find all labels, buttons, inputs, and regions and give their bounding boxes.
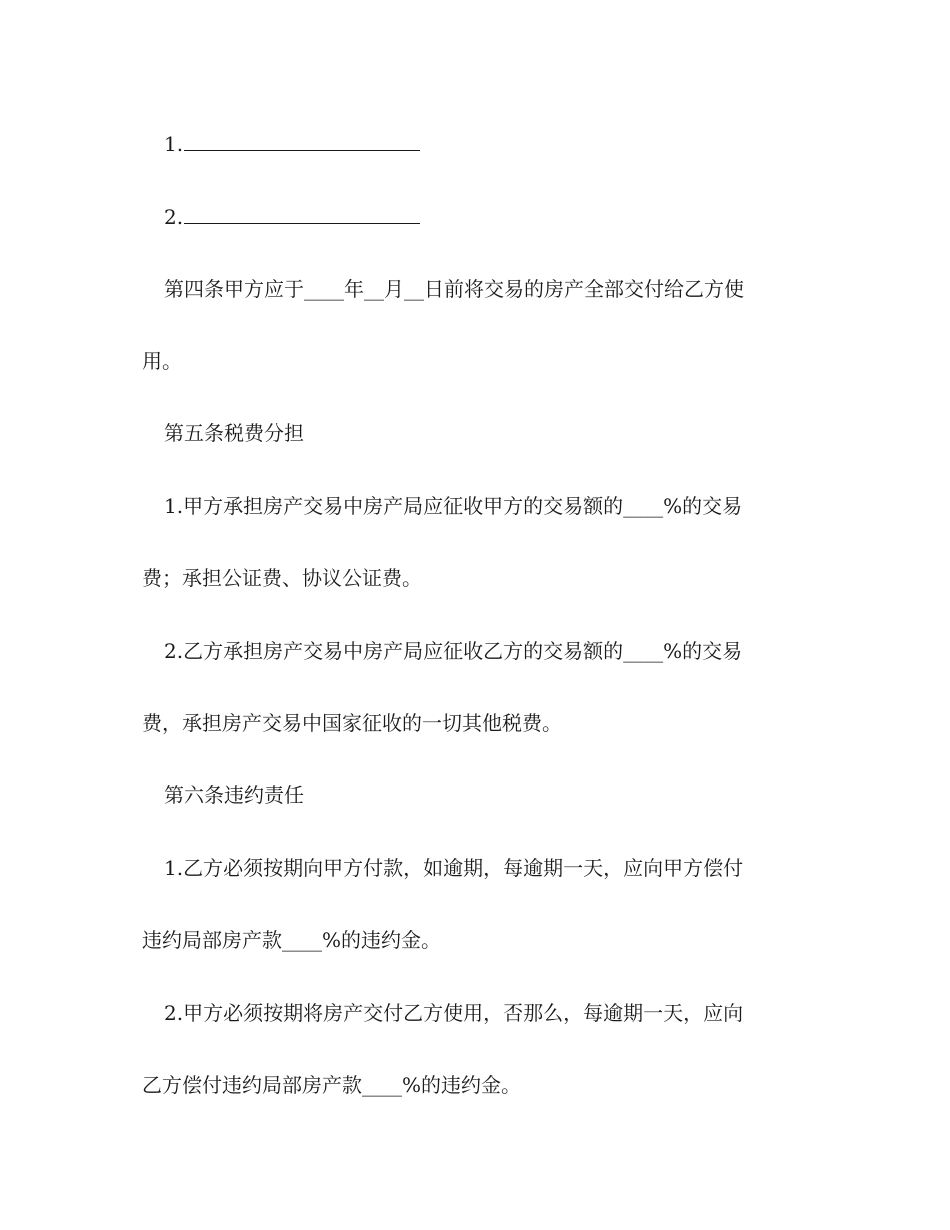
fill-in-blank [184, 205, 420, 224]
article-4-text-cont: 用。 [142, 349, 182, 373]
article-4-text: 第四条甲方应于____年__月__日前将交易的房产全部交付给乙方使 [164, 277, 744, 301]
item-number: 1. [164, 132, 184, 156]
item-number: 2. [164, 205, 184, 229]
article-5-clause-2: 2.乙方承担房产交易中房产局应征收乙方的交易额的____%的交易 [164, 639, 743, 663]
article-6-clause-2-cont: 乙方偿付违约局部房产款____%的违约金。 [142, 1073, 522, 1097]
article-5-clause-1-cont: 费；承担公证费、协议公证费。 [142, 566, 422, 590]
article-6-heading: 第六条违约责任 [164, 783, 304, 807]
article-5-heading: 第五条税费分担 [164, 421, 304, 445]
blank-item-2 [164, 205, 804, 229]
blank-item-1 [164, 132, 804, 156]
article-6-clause-2: 2.甲方必须按期将房产交付乙方使用，否那么，每逾期一天，应向 [164, 1001, 744, 1025]
article-5-clause-1: 1.甲方承担房产交易中房产局应征收甲方的交易额的____%的交易 [164, 494, 743, 518]
article-6-clause-1-cont: 违约局部房产款____%的违约金。 [142, 928, 442, 952]
fill-in-blank [184, 132, 420, 151]
article-5-clause-2-cont: 费，承担房产交易中国家征收的一切其他税费。 [142, 711, 562, 735]
article-6-clause-1: 1.乙方必须按期向甲方付款，如逾期，每逾期一天，应向甲方偿付 [164, 856, 744, 880]
